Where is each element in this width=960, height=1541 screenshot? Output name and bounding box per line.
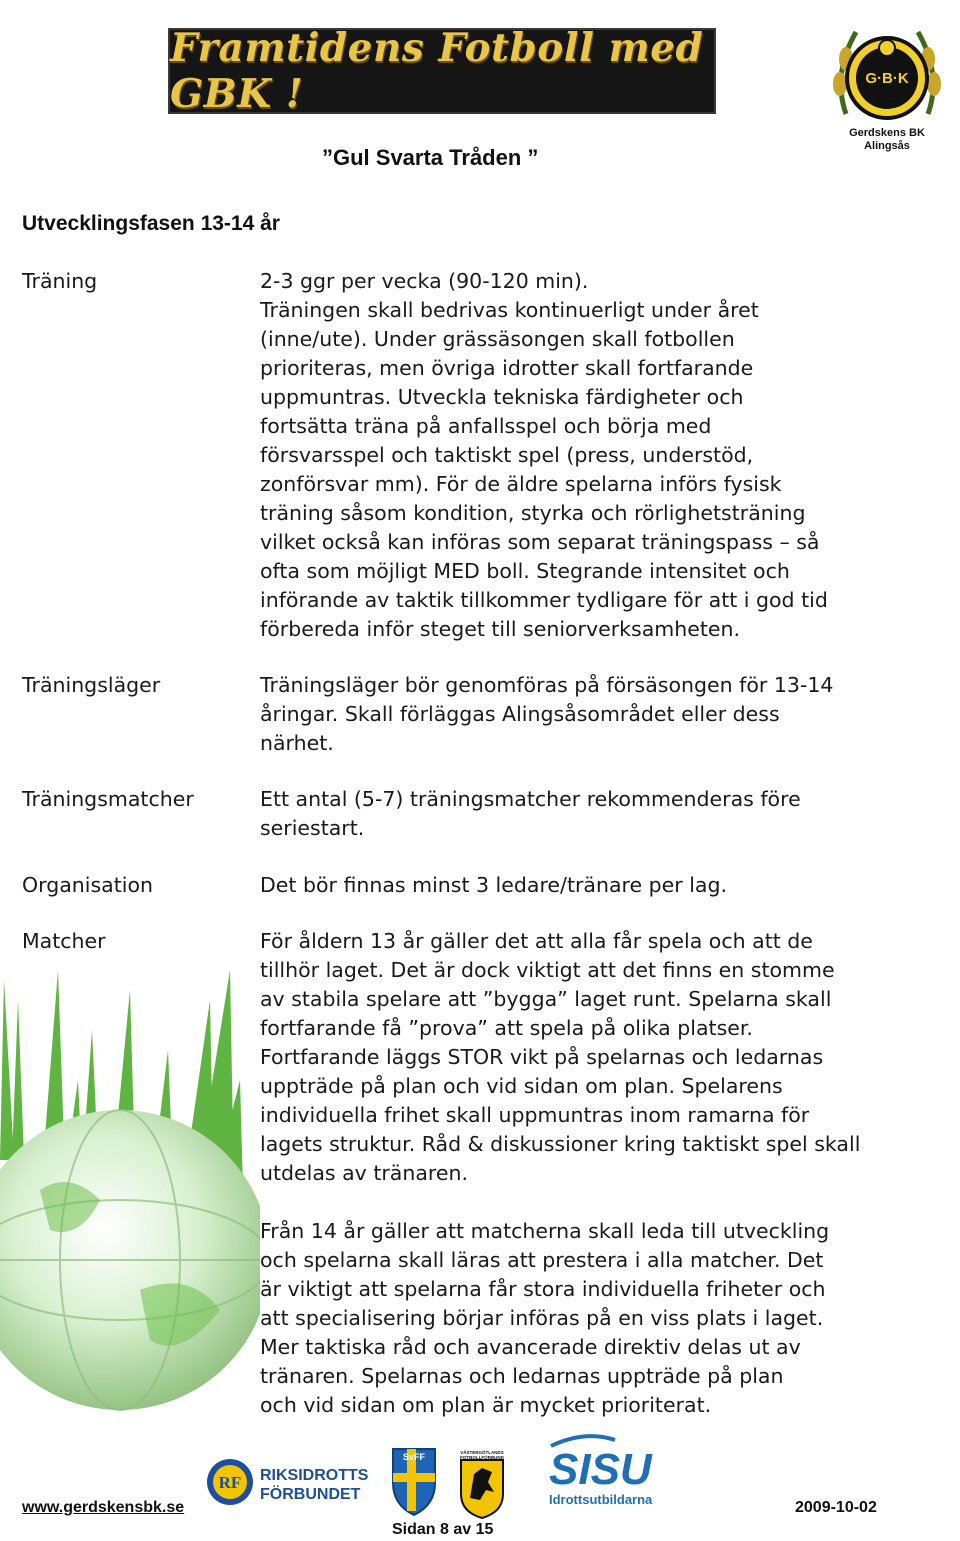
text-line: Mer taktiska råd och avancerade direktiv delas ut av bbox=[260, 1335, 801, 1359]
text-line: fortfarande få ”prova” att spela på olika platser. bbox=[260, 1016, 753, 1040]
text-line: och spelarna skall läras att prestera i alla matcher. Det bbox=[260, 1248, 824, 1272]
text-line: prioriteras, men övriga idrotter skall fortfarande bbox=[260, 356, 754, 380]
label-traning: Träning bbox=[22, 269, 98, 293]
text-line: tränaren. Spelarnas och ledarnas uppträde på plan bbox=[260, 1364, 784, 1388]
page-number: Sidan 8 av 15 bbox=[392, 1521, 494, 1538]
subtitle: ”Gul Svarta Tråden ” bbox=[322, 145, 539, 170]
text-line: 2-3 ggr per vecka (90-120 min). bbox=[260, 269, 589, 293]
text-traning bbox=[260, 267, 920, 644]
logo-text-fotbollforbund: FOTBOLLFÖRBUND bbox=[460, 1455, 504, 1460]
page-heading: Utvecklingsfasen 13-14 år bbox=[22, 212, 280, 235]
rf-initials: RF bbox=[218, 1473, 242, 1492]
text-traningsmatcher bbox=[260, 785, 920, 843]
text-line: uppmuntras. Utveckla tekniska färdigheter och bbox=[260, 385, 744, 409]
text-line: fortsätta träna på anfallsspel och börja med bbox=[260, 414, 712, 438]
text-line: är viktigt att spelarna får stora individuella friheter och bbox=[260, 1277, 826, 1301]
riksidrottsforbundet-logo bbox=[205, 1457, 370, 1507]
logo-text-idrottsutbildarna: Idrottsutbildarna bbox=[549, 1492, 653, 1507]
text-line: Ett antal (5-7) träningsmatcher rekommenderas före bbox=[260, 787, 801, 811]
text-line: Det bör finnas minst 3 ledare/tränare per lag. bbox=[260, 873, 727, 897]
text-line: träning såsom kondition, styrka och rörlighetsträning bbox=[260, 501, 806, 525]
text-line: individuella frihet skall uppmuntras inom ramarna för bbox=[260, 1103, 810, 1127]
logo-text-vastergotlands: VÄSTERGÖTLANDS bbox=[460, 1450, 504, 1455]
text-line: ofta som möjligt MED boll. Stegrande intensitet och bbox=[260, 559, 790, 583]
text-matcher bbox=[260, 927, 920, 1188]
logo-text-forbundet: FÖRBUNDET bbox=[260, 1486, 361, 1503]
text-line: försvarsspel och taktiskt spel (press, understöd, bbox=[260, 443, 754, 467]
text-line: zonförsvar mm). För de äldre spelarna införs fysisk bbox=[260, 472, 782, 496]
text-line: närhet. bbox=[260, 731, 334, 755]
crest-caption-1: Gerdskens BK bbox=[849, 127, 925, 139]
label-traningsmatcher: Träningsmatcher bbox=[22, 787, 194, 811]
text-line: seriestart. bbox=[260, 816, 365, 840]
text-line: lagets struktur. Råd & diskussioner kring taktiskt spel skall bbox=[260, 1132, 861, 1156]
header-banner bbox=[168, 25, 716, 117]
text-line: För åldern 13 år gäller det att alla får spela och att de bbox=[260, 929, 813, 953]
logo-text-riksidrotts: RIKSIDROTTS bbox=[260, 1467, 369, 1484]
text-line: införande av taktik tillkommer tydligare för att i god tid bbox=[260, 588, 828, 612]
text-organisation bbox=[260, 871, 920, 900]
banner-title: Framtidens Fotboll med GBK ! bbox=[170, 25, 704, 117]
club-crest-logo bbox=[826, 14, 948, 154]
text-line: Träningen skall bedrivas kontinuerligt under året bbox=[260, 298, 759, 322]
crest-caption-2: Alingsås bbox=[864, 140, 910, 152]
crest-year: 1933 bbox=[875, 94, 899, 105]
text-line: vilket också kan införas som separat träningspass – så bbox=[260, 530, 820, 554]
text-line: att specialisering börjar införas på en viss plats i laget. bbox=[260, 1306, 824, 1330]
svff-text: SvFF bbox=[402, 1452, 426, 1462]
sisu-text: SISU bbox=[549, 1445, 652, 1494]
text-matcher-2 bbox=[260, 1217, 920, 1420]
label-traningslager: Träningsläger bbox=[22, 673, 161, 697]
crest-initials: G·B·K bbox=[865, 70, 909, 87]
sisu-idrottsutbildarna-logo bbox=[545, 1432, 695, 1512]
svff-shield-logo bbox=[389, 1445, 439, 1517]
vastergotland-fotbollforbund-logo bbox=[458, 1448, 506, 1520]
text-traningslager bbox=[260, 671, 920, 758]
text-line: och vid sidan om plan är mycket prioriterat. bbox=[260, 1393, 712, 1417]
globe-grass-illustration bbox=[0, 960, 260, 1420]
text-line: Från 14 år gäller att matcherna skall leda till utveckling bbox=[260, 1219, 830, 1243]
text-line: utdelas av tränaren. bbox=[260, 1161, 469, 1185]
text-line: Träningsläger bör genomföras på försäsongen för 13-14 bbox=[260, 673, 834, 697]
text-line: av stabila spelare att ”bygga” laget runt. Spelarna skall bbox=[260, 987, 832, 1011]
text-line: tillhör laget. Det är dock viktigt att det finns en stomme bbox=[260, 958, 835, 982]
text-line: (inne/ute). Under grässäsongen skall fotbollen bbox=[260, 327, 735, 351]
text-line: uppträde på plan och vid sidan om plan. Spelarens bbox=[260, 1074, 783, 1098]
text-line: Fortfarande läggs STOR vikt på spelarnas och ledarnas bbox=[260, 1045, 824, 1069]
label-matcher: Matcher bbox=[22, 929, 106, 953]
document-date: 2009-10-02 bbox=[795, 1499, 877, 1516]
text-line: förbereda inför steget till seniorverksamheten. bbox=[260, 617, 741, 641]
label-organisation: Organisation bbox=[22, 873, 153, 897]
website-link[interactable]: www.gerdskensbk.se bbox=[22, 1499, 185, 1516]
text-line: åringar. Skall förläggas Alingsåsområdet eller dess bbox=[260, 702, 780, 726]
